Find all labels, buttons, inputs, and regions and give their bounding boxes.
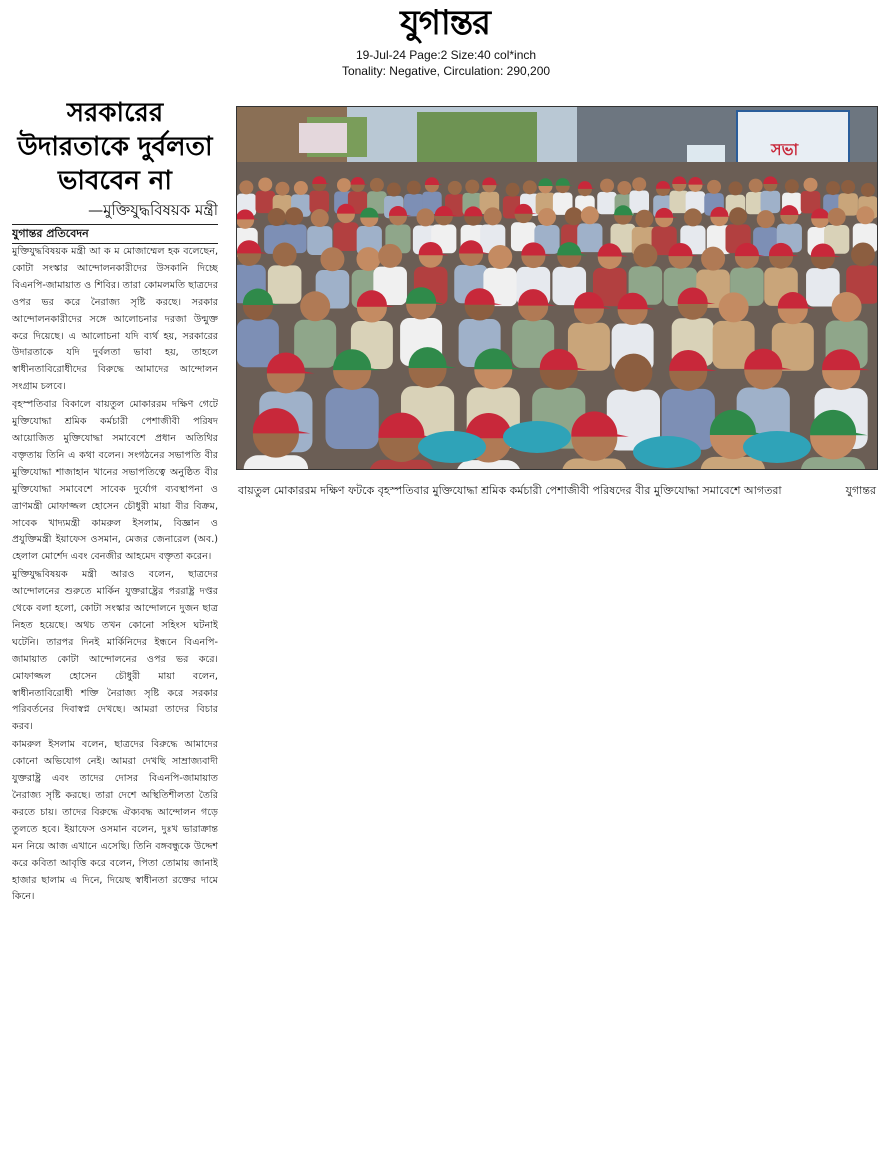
photo-person-body [333,222,358,251]
photo-person-head [633,244,657,268]
photo-banner-text: সভা [771,140,799,159]
photo-trees [417,112,537,162]
photo-person-body [326,388,379,449]
photo-person-head [828,208,846,226]
photo-person-head [356,247,380,271]
article-subhead: —মুক্তিযুদ্ধবিষয়ক মন্ত্রী [12,200,218,225]
photo-person-head [488,245,512,269]
photo-chair [633,436,701,468]
photo-person-head [684,208,702,226]
clip-meta-tonality: Tonality: Negative, Circulation: 290,200 [341,64,551,78]
photo-person-head [729,207,747,225]
article-byline: যুগান্তর প্রতিবেদন [12,225,218,244]
rally-photo [236,106,878,470]
photo-person-head [285,207,303,225]
photo-person-head [707,180,721,194]
photo-person-head [387,183,401,197]
photo-person-head [826,181,840,195]
article-headline [12,96,218,198]
photo-person-head [617,181,631,195]
photo-person-head [268,208,286,226]
photo-person-body [577,223,602,252]
photo-person-head [484,207,502,225]
photo-person-head [635,210,653,228]
photo-person-head [294,181,308,195]
photo-person-head [614,354,652,392]
photo-person-head [416,208,434,226]
photo-person-head [832,292,862,322]
headline-line-3: ভাববেন না [58,166,172,196]
photo-chair [418,431,486,463]
photo-person-body [629,191,649,213]
photo-person-head [632,177,646,191]
photo-person-head [300,291,330,321]
photo-person-head [407,181,421,195]
photo-person-head [851,243,875,267]
photo-person-head [841,180,855,194]
photo-person-head [600,179,614,193]
photo-banner-small [299,123,347,153]
photo-person-head [804,178,818,192]
article-paragraph: মুক্তিযুদ্ধবিষয়ক মন্ত্রী আরও বলেন, ছাত্রদের আন্দোলনের শুরুতে মার্কিন যুক্তরাষ্ট্রের পররাষ্ট্র দপ্তর থেকে বলা হলো, কোটা সংস্কার আন্দোলনে দুজন ছাত্র নিহত হয়েছে। অথচ তখন কোনো সহিংস ঘটনাই ঘটেনি। তারপর দিনই মার্কিনিদের ইন্ধনে বিএনপি-জামায়াত কোটা আন্দোলনের ওপর ভর করে। মোফাজ্জল হোসেন চৌধুরী মায়া বলেন, স্বাধীনতাবিরোধী শক্তি নৈরাজ্য সৃষ্টি করে সরকার পরিবর্তনের দিবাস্বপ্ন দেখছে। আমরা তাদের বিচার করব। [12,569,218,733]
newspaper-logo: যুগান্তর [400,3,490,43]
photo-chair [503,421,571,453]
photo-person-head [757,210,775,228]
photo-person-head [856,206,874,224]
photo-person-head [311,209,329,227]
photo-person-head [523,180,537,194]
photo-person-head [465,180,479,194]
photo-person-head [275,182,289,196]
clip-meta-date-size: 19-Jul-24 Page:2 Size:40 col*inch [355,48,537,62]
photo-person-head [538,208,556,226]
article-column [12,96,218,1151]
photo-person-head [749,179,763,193]
photo-person-head [239,180,253,194]
photo-person-head [378,244,402,268]
photo-person-head [320,247,344,271]
article-paragraph: মুক্তিযুদ্ধবিষয়ক মন্ত্রী আ ক ম মোজাম্মেল হক বলেছেন, কোটা সংস্কার আন্দোলনকারীদের উসকানি দিচ্ছে বিএনপি-জামায়াত ও শিবির। তারা কোমলমতি ছাত্রদের ওপর ভর করে নৈরাজ্য সৃষ্টি করছে। সরকার আন্দোলনকারীদের সঙ্গে আলোচনার দরজা উন্মুক্ত করে দিয়েছে। এ আলোচনা যদি ব্যর্থ হয়, সরকারের উদারতাকে যদি দুর্বলতা ভাবা হয়, তাহলে স্বাধীনতাবিরোধীদের বিরুদ্ধে আমাদের আন্দোলন সংগ্রাম চলবে। [12,246,218,393]
headline-line-2: উদারতাকে দুর্বলতা [17,132,213,162]
photo-person-head [258,177,272,191]
photo-person-body [597,192,617,214]
photo-caption [238,482,876,500]
photo-person-head [273,243,297,267]
photo-person-head [337,178,351,192]
photo-person-body [761,191,781,213]
photo-person-head [448,181,462,195]
photo-person-head [785,179,799,193]
photo-caption-text: বায়তুল মোকাররম দক্ষিণ ফটকে বৃহস্পতিবার মুক্তিযোদ্ধা শ্রমিক কর্মচারী পেশাজীবী পরিষদের বীর মুক্তিযোদ্ধা সমাবেশে আগতরা [238,484,782,497]
photo-person-head [719,292,749,322]
photo-person-head [370,178,384,192]
photo-person-body [268,265,302,303]
headline-line-1: সরকারের [66,98,164,128]
masthead [0,0,891,82]
photo-person-head [701,247,725,271]
article-paragraph: কামরুল ইসলাম বলেন, ছাত্রদের বিরুদ্ধে আমাদের কোনো অভিযোগ নেই। আমরা দেখছি সাম্রাজ্যবাদী যুক্তরাষ্ট্র এবং তাদের দোসর বিএনপি-জামায়াত নৈরাজ্য সৃষ্টি করছে। তারা দেশে অস্থিতিশীলতা তৈরি করতে চায়। তাদের বিরুদ্ধে ঐক্যবদ্ধ আন্দোলন গড়ে তুলতে হবে। ইয়াফেস ওসমান বলেন, দুঃখ ভারাক্রান্ত মন নিয়ে আজ এখানে এসেছি। তিনি বঙ্গবন্ধুকে উদ্দেশ করে কবিতা আবৃত্তি করে বলেন, পিতা তোমায় জানাই হাজার ছালাম এ দিনে, দিয়েছ স্বাধীনতা রক্তের দামে কিনে। [12,739,218,903]
photo-chair [743,431,811,463]
photo-person-head [581,206,599,224]
photo-person-head [506,183,520,197]
photo-person-head [861,183,875,197]
rally-photo-illustration [237,107,877,469]
photo-credit: যুগান্তর [845,484,876,497]
article-paragraph: বৃহস্পতিবার বিকালে বায়তুল মোকাররম দক্ষিণ গেটে মুক্তিযোদ্ধা শ্রমিক কর্মচারী পেশাজীবী পরিষদ আয়োজিত মুক্তিযোদ্ধা সমাবেশে প্রধান অতিথির বক্তৃতায় তিনি এ কথা বলেন। সংগঠনের সভাপতি বীর মুক্তিযোদ্ধা শাজাহান খানের সভাপতিত্বে অনুষ্ঠিত বীর মুক্তিযোদ্ধা সমাবেশে সাবেক দুর্যোগ ব্যবস্থাপনা ও ত্রাণমন্ত্রী মোফাজ্জল হোসেন চৌধুরী মায়া বীর বিক্রম, সাবেক খাদ্যমন্ত্রী কামরুল ইসলাম, বিজ্ঞান ও প্রযুক্তিমন্ত্রী ইয়াফেস ওসমান, মেজর জেনারেল (অব.) হেলাল মোর্শেদ এবং বেনজীর আহমেদ বক্তৃতা করেন। [12,399,218,563]
photo-person-head [565,207,583,225]
photo-person-head [728,181,742,195]
